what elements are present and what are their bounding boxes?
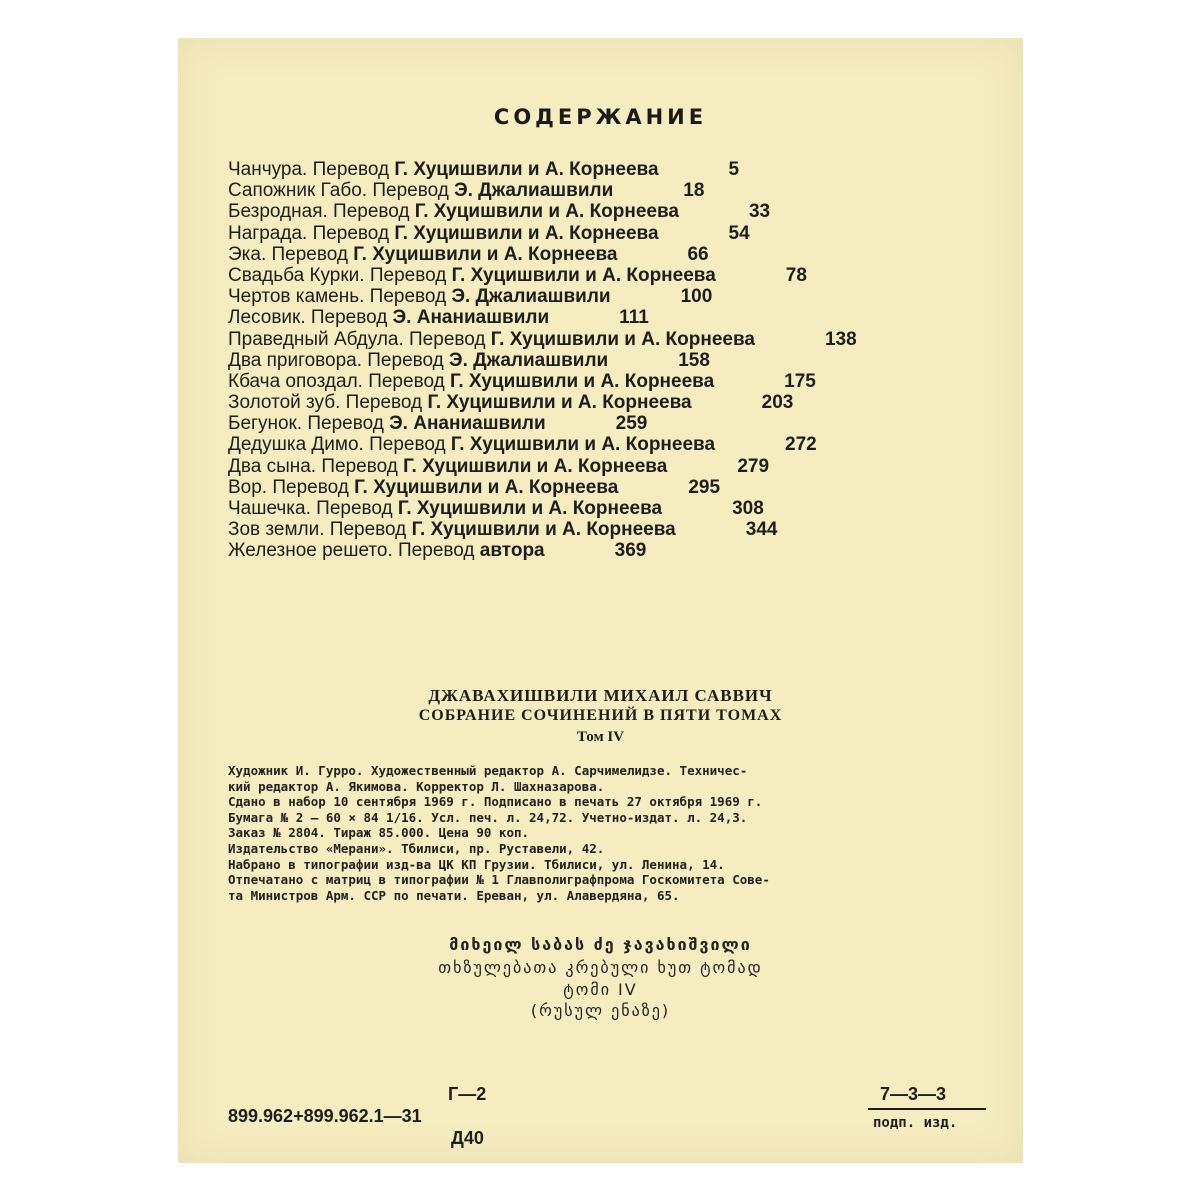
toc-entry-title: Золотой зуб. Перевод xyxy=(228,392,428,414)
toc-entry xyxy=(228,413,857,434)
imprint-author: ДЖАВАХИШВИЛИ МИХАИЛ САВВИЧ xyxy=(428,686,773,705)
toc-entry-page: 111 xyxy=(619,307,649,329)
toc-entry-page: 78 xyxy=(785,264,807,286)
toc-entry-translator: Г. Хуцишвили и А. Корнеева xyxy=(403,455,668,477)
subscription-note: подп. изд. xyxy=(873,1115,958,1131)
toc-entry-translator: Э. Джалиашвили xyxy=(454,180,614,202)
fraction-divider xyxy=(868,1108,986,1110)
toc-entry-translator: Э. Джалиашвили xyxy=(449,349,609,371)
toc-entry xyxy=(228,456,857,477)
toc-entry xyxy=(228,244,857,265)
toc-entry-title: Безродная. Перевод xyxy=(228,201,415,223)
toc-entry xyxy=(228,180,857,201)
toc-entry-title: Эка. Перевод xyxy=(228,243,354,265)
toc-entry-title: Свадьба Курки. Перевод xyxy=(228,264,452,286)
toc-entry-page: 369 xyxy=(614,540,647,562)
toc-entry-translator: Г. Хуцишвили и А. Корнеева xyxy=(394,222,659,244)
toc-entry-page: 175 xyxy=(784,370,816,392)
toc-entry-title: Чашечка. Перевод xyxy=(228,498,398,519)
toc-entry-page: 158 xyxy=(678,349,710,371)
toc-entry-translator: Э. Ананиашвили xyxy=(392,307,550,329)
toc-entry-page: 272 xyxy=(785,434,817,456)
imprint-details xyxy=(228,763,998,903)
catalog-code: Д40 xyxy=(451,1128,484,1148)
toc-entry-page: 295 xyxy=(688,476,721,498)
toc-entry-page: 66 xyxy=(687,243,709,265)
toc-entry xyxy=(228,307,857,328)
toc-entry-title: Бегунок. Перевод xyxy=(228,413,390,435)
toc-entry-page: 18 xyxy=(683,180,705,202)
imprint-line: Бумага № 2 — 60 × 84 1/16. Усл. печ. л. 24,72. Учетно-издат. л. 24,3. xyxy=(228,809,748,825)
toc-entry-title: Сапожник Габо. Перевод xyxy=(228,180,455,202)
georgian-author: მიხეილ საბას ძე ჯავახიშვილი xyxy=(449,935,752,954)
toc-entry-title: Праведный Абдула. Перевод xyxy=(228,328,491,350)
toc-entry-page: 138 xyxy=(824,328,857,350)
toc-entry-title: Чанчура. Перевод xyxy=(228,159,395,180)
toc-entry xyxy=(228,329,857,350)
toc-entry xyxy=(228,286,857,307)
georgian-language-note: (რუსულ ენაზე) xyxy=(530,1001,671,1020)
toc-entry xyxy=(228,498,857,519)
toc-entry-page: 33 xyxy=(748,201,771,223)
classification-code: Г—2 xyxy=(448,1084,487,1104)
toc-entry-translator: Г. Хуцишвили и А. Корнеева xyxy=(427,392,692,414)
toc-entry-page: 100 xyxy=(680,286,713,308)
georgian-collection: თხზულებათა კრებული ხუთ ტომად xyxy=(438,958,763,977)
toc-entry-translator: Г. Хуцишвили и А. Корнеева xyxy=(490,328,755,350)
toc-entry-title: Чертов камень. Перевод xyxy=(228,286,452,308)
toc-entry-page: 203 xyxy=(761,392,794,414)
toc-entry-title: Железное решето. Перевод xyxy=(228,540,480,562)
toc-entry xyxy=(228,540,857,561)
book-page xyxy=(178,38,1023,1163)
imprint-line: Набрано в типографии изд-ва ЦК КП Грузии. Тбилиси, ул. Ленина, 14. xyxy=(228,856,725,872)
toc-entry-page: 54 xyxy=(728,222,750,244)
publication-number: 7—3—3 xyxy=(880,1084,947,1104)
imprint-line: Отпечатано с матриц в типографии № 1 Главполиграфпрома Госкомитета Сове- xyxy=(228,872,770,888)
toc-entry-translator: Г. Хуцишвили и А. Корнеева xyxy=(451,264,716,286)
toc-entry-page: 259 xyxy=(615,413,648,435)
toc-entry-title: Два сына. Перевод xyxy=(228,455,404,477)
toc-title: СОДЕРЖАНИЕ xyxy=(493,105,708,129)
toc-entry-title: Дедушка Димо. Перевод xyxy=(228,434,451,456)
toc-entry-translator: Г. Хуцишвили и А. Корнеева xyxy=(449,370,715,392)
toc-entry-translator: Г. Хуцишвили и А. Корнеева xyxy=(397,498,663,519)
toc-entry-page: 5 xyxy=(728,159,740,180)
toc-entry-page: 279 xyxy=(737,455,770,477)
imprint-line: Заказ № 2804. Тираж 85.000. Цена 90 коп. xyxy=(228,825,530,841)
toc-entry xyxy=(228,477,857,498)
toc-entry xyxy=(228,223,857,244)
toc-entry-translator: Г. Хуцишвили и А. Корнеева xyxy=(354,476,619,498)
toc-entry xyxy=(228,350,857,371)
toc-entry xyxy=(228,159,857,180)
toc-list xyxy=(228,159,857,562)
toc-entry-title: Зов земли. Перевод xyxy=(228,519,412,541)
imprint-line: та Министров Арм. ССР по печати. Ереван, ул. Алавердяна, 65. xyxy=(228,887,680,903)
toc-entry-title: Лесовик. Перевод xyxy=(228,307,393,329)
toc-entry-translator: Г. Хуцишвили и А. Корнеева xyxy=(411,519,676,541)
toc-entry-page: 308 xyxy=(732,498,764,519)
imprint-line: кий редактор А. Якимова. Корректор Л. Шахназарова. xyxy=(228,778,605,794)
toc-entry xyxy=(228,519,857,540)
toc-entry-title: Два приговора. Перевод xyxy=(228,349,450,371)
toc-entry-translator: Э. Джалиашвили xyxy=(451,286,611,308)
toc-entry-translator: Г. Хуцишвили и А. Корнеева xyxy=(414,201,679,223)
toc-entry-translator: Г. Хуцишвили и А. Корнеева xyxy=(353,243,618,265)
imprint-line: Художник И. Гурро. Художественный редактор А. Сарчимелидзе. Техничес- xyxy=(228,763,748,778)
imprint-volume: Том IV xyxy=(576,729,625,745)
imprint-line: Сдано в набор 10 сентября 1969 г. Подписано в печать 27 октября 1969 г. xyxy=(228,794,763,810)
toc-entry xyxy=(228,201,857,222)
georgian-volume: ტომი IV xyxy=(563,980,638,999)
imprint-collection: СОБРАНИЕ СОЧИНЕНИЙ В ПЯТИ ТОМАХ xyxy=(418,707,783,724)
toc-entry-translator: автора xyxy=(479,540,545,562)
toc-entry-title: Кбача опоздал. Перевод xyxy=(228,370,450,392)
udk-code: 899.962+899.962.1—31 xyxy=(228,1106,422,1126)
toc-entry xyxy=(228,392,857,413)
toc-entry-title: Вор. Перевод xyxy=(228,476,355,498)
toc-entry-translator: Э. Ананиашвили xyxy=(389,413,546,435)
toc-entry-translator: Г. Хуцишвили и А. Корнеева xyxy=(450,434,716,456)
imprint-line: Издательство «Мерани». Тбилиси, пр. Руставели, 42. xyxy=(228,840,605,856)
toc-entry-title: Награда. Перевод xyxy=(228,222,395,244)
toc-entry-translator: Г. Хуцишвили и А. Корнеева xyxy=(394,159,659,180)
toc-entry xyxy=(228,434,857,455)
toc-entry xyxy=(228,265,857,286)
toc-entry-page: 344 xyxy=(745,519,778,541)
toc-entry xyxy=(228,371,857,392)
